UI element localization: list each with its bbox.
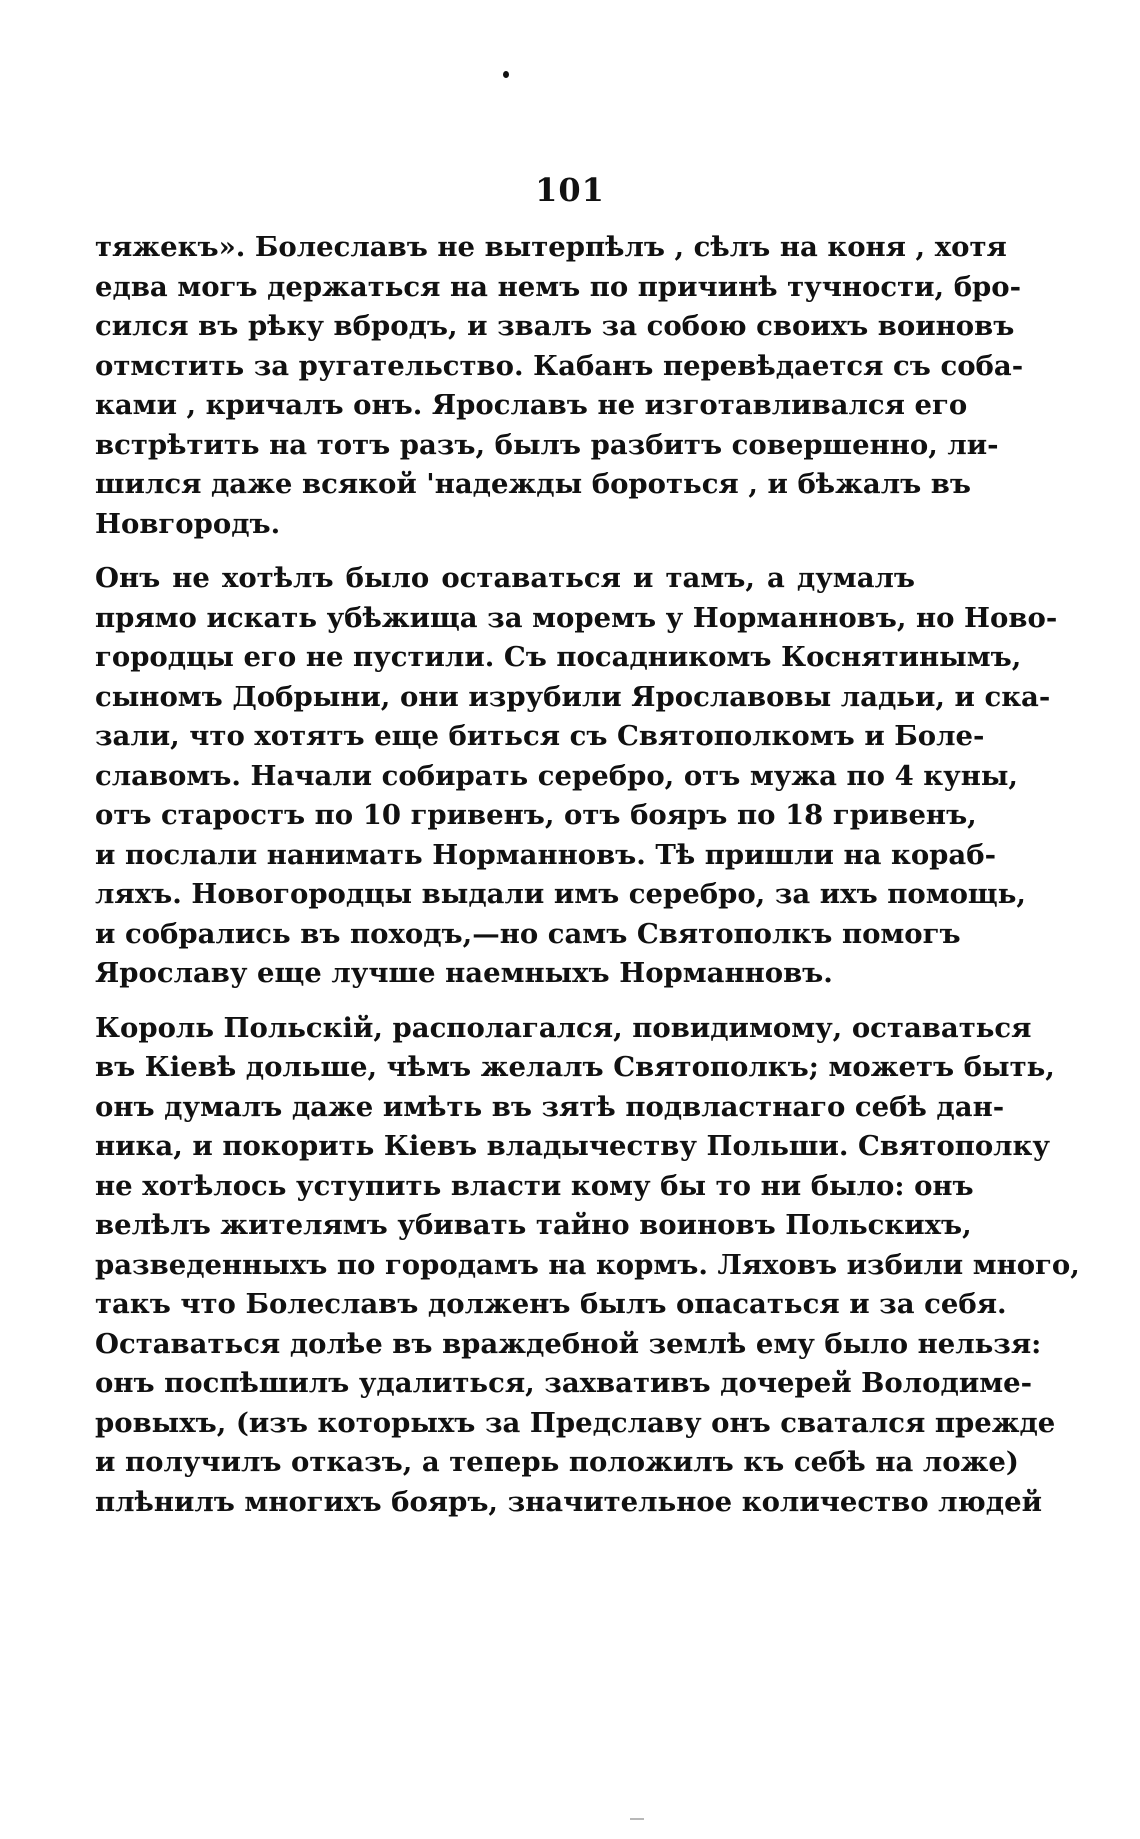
text-line: Ярославу еще лучше наемныхъ Норманновъ.	[95, 957, 833, 989]
paragraph-3	[95, 1009, 1080, 1523]
text-line: велѣлъ жителямъ убивать тайно воиновъ Польскихъ,	[95, 1209, 972, 1241]
text-line: ками , кричалъ онъ. Ярославъ не изготавливался его	[95, 389, 968, 421]
text-line: разведенныхъ по городамъ на кормъ. Ляховъ избили много,	[95, 1248, 1080, 1281]
text-line: Оставаться долѣе въ враждебной землѣ ему было нельзя:	[95, 1327, 1042, 1360]
text-line: тяжекъ». Болеславъ не вытерпѣлъ , сѣлъ на коня , хотя	[95, 231, 1007, 263]
text-line: прямо искать убѣжища за моремъ у Норманновъ, но Ново-	[95, 601, 1058, 634]
paragraph-1	[95, 228, 1024, 544]
page-number: 101	[535, 171, 605, 209]
text-line: такъ что Болеславъ долженъ былъ опасаться и за себя.	[95, 1288, 1007, 1320]
text-line: въ Кіевѣ дольше, чѣмъ желалъ Святополкъ; можетъ быть,	[95, 1051, 1055, 1083]
paragraph-2	[95, 559, 1058, 994]
body-text	[95, 228, 1080, 1522]
paragraph-spacer	[95, 994, 915, 1009]
text-line: ляхъ. Новогородцы выдали имъ серебро, за ихъ помощь,	[95, 878, 1026, 910]
ink-speck	[503, 71, 509, 78]
text-line: онъ поспѣшилъ удалиться, захвативъ дочерей Володиме-	[95, 1367, 1033, 1399]
text-line: Новгородъ.	[95, 507, 281, 540]
text-line: онъ думалъ даже имѣть въ зятѣ подвластнаго себѣ дан-	[95, 1090, 1005, 1123]
scan-mark	[630, 1818, 644, 1820]
text-line: не хотѣлось уступить власти кому бы то ни было: онъ	[95, 1169, 974, 1202]
text-line: славомъ. Начали собирать серебро, отъ мужа по 4 куны,	[95, 759, 1019, 792]
text-line: и собрались въ походъ,—но самъ Святополкъ помогъ	[95, 917, 961, 950]
text-line: и послали нанимать Норманновъ. Тѣ пришли на кораб-	[95, 838, 996, 871]
text-line: встрѣтить на тотъ разъ, былъ разбитъ совершенно, ли-	[95, 428, 999, 461]
text-line: сыномъ Добрыни, они изрубили Ярославовы ладьи, и ска-	[95, 680, 1051, 713]
text-line: городцы его не пустили. Съ посадникомъ Коснятинымъ,	[95, 641, 1022, 673]
text-line: сился въ рѣку вбродъ, и звалъ за собою своихъ воиновъ	[95, 310, 1015, 342]
text-line: плѣнилъ многихъ бояръ, значительное количество людей	[95, 1485, 1042, 1518]
text-line: шился даже всякой 'надежды бороться , и бѣжалъ въ	[95, 468, 971, 500]
text-line: отмстить за ругательство. Кабанъ перевѣдается съ соба-	[95, 349, 1024, 382]
text-line: и получилъ отказъ, а теперь положилъ къ себѣ на ложе)	[95, 1446, 1019, 1478]
text-line: зали, что хотятъ еще биться съ Святополкомъ и Боле-	[95, 720, 985, 752]
text-line: Король Польскій, располагался, повидимому, оставаться	[95, 1011, 1032, 1044]
text-line: отъ старостъ по 10 гривенъ, отъ бояръ по 18 гривенъ,	[95, 799, 977, 831]
text-line: ника, и покорить Кіевъ владычеству Польши. Святополку	[95, 1130, 1051, 1162]
paragraph-spacer	[95, 544, 915, 559]
text-line: ровыхъ, (изъ которыхъ за Предславу онъ сватался прежде	[95, 1406, 1056, 1439]
text-line: едва могъ держаться на немъ по причинѣ тучности, бро-	[95, 270, 1022, 303]
text-line: Онъ не хотѣлъ было оставаться и тамъ, а думалъ	[95, 562, 915, 594]
